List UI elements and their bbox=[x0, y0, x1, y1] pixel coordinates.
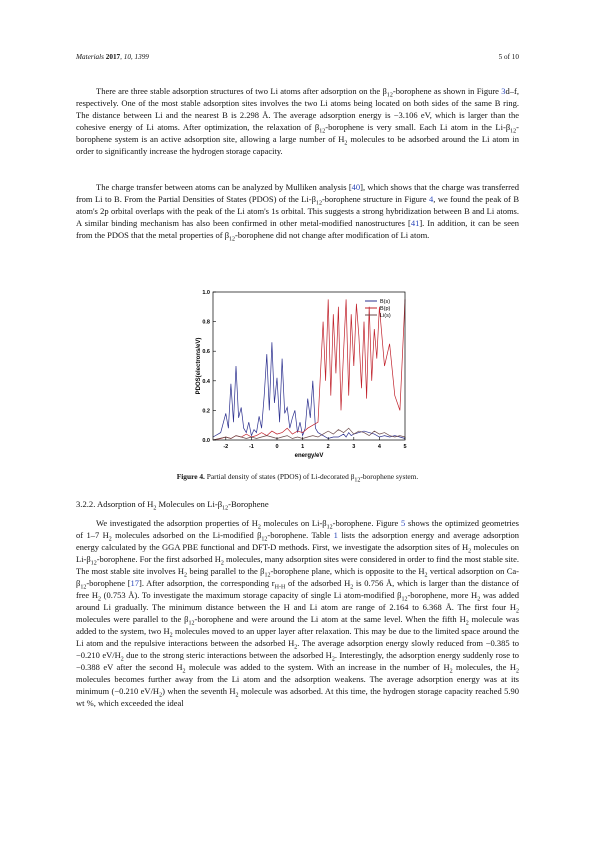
figure-caption: Figure 4. Partial density of states (PDOS) of Li-decorated $\beta_{12}$-borophene system. bbox=[176, 472, 419, 484]
x-tick-label: 3 bbox=[352, 444, 356, 450]
legend-label: Li(s) bbox=[380, 313, 391, 319]
x-tick-label: -2 bbox=[223, 444, 229, 450]
caption-text: Partial density of states (PDOS) of Li-decorated β bbox=[204, 472, 355, 481]
section-number: 3.2.2. bbox=[76, 499, 96, 509]
x-tick-label: 4 bbox=[377, 444, 381, 450]
reference-17-link[interactable]: 17 bbox=[130, 578, 140, 588]
y-tick-label: 1.0 bbox=[202, 290, 210, 296]
x-tick-label: 0 bbox=[275, 444, 279, 450]
page-header bbox=[76, 53, 519, 67]
section-heading: 3.2.2. Adsorption of $H_2$ Molecules on $Li-\beta_{12}$-Borophene bbox=[76, 499, 269, 512]
y-tick-label: 0.2 bbox=[202, 408, 210, 415]
journal-year: 2017 bbox=[105, 53, 121, 61]
y-tick-label: 0.6 bbox=[202, 349, 210, 356]
y-tick-label: 0.8 bbox=[202, 319, 210, 326]
pdos-chart bbox=[193, 284, 408, 462]
reference-40-link[interactable]: 40 bbox=[351, 182, 361, 192]
figure-3-link[interactable]: 3 bbox=[501, 86, 506, 96]
reference-41-link[interactable]: 41 bbox=[410, 218, 420, 228]
paragraph-3 bbox=[76, 517, 519, 709]
figure-4-link[interactable]: 4 bbox=[429, 194, 434, 204]
legend-label: B(s) bbox=[380, 299, 391, 305]
x-tick-label: 5 bbox=[403, 444, 407, 450]
section-title: Adsorption of H bbox=[95, 499, 154, 509]
journal-name: Materials bbox=[76, 53, 104, 61]
y-axis-label: PDOS(electrons/eV) bbox=[196, 337, 202, 395]
figure-5-link[interactable]: 5 bbox=[401, 518, 406, 528]
journal-reference bbox=[76, 53, 149, 61]
x-axis-label: energy/eV bbox=[294, 453, 324, 459]
x-tick-label: -1 bbox=[248, 444, 254, 450]
legend-label: B(p) bbox=[380, 306, 391, 312]
paragraph-1 bbox=[76, 85, 519, 157]
y-tick-label: 0.0 bbox=[202, 438, 210, 444]
table-1-link[interactable]: 1 bbox=[333, 530, 338, 540]
paragraph-3-text: We investigated the adsorption properties of $H_2$ molecules on $Li-\beta_{12}$-borophene. Figure 5 shows the optimized geometries of 1–7 $H_2$ molecules adsorbed on the Li-modified $\beta_{12}$-borophene. Table 1 lists the adsorption energy and average adsorption energy calculated by the GGA PBE functional and DFT-D methods. First, we investigate the adsorption sites of $H_2$ molecules on $Li-\beta_{12}$-borophene. For the first adsorbed $H_2$ molecules, many adsorption sites were considered in order to find the most stable site. The most stable site involves $H_2$ being parallel to the $\beta_{12}$-borophene plane, which is opposite to the $H_2$ vertical adsorption on $Ca-\beta_{12}$-borophene [17]. After adsorption, the corresponding $r_{H-H}$ of the adsorbed $H_2$ is 0.756 Å, which is larger than the distance of free $H_2$ (0.753 Å). To investigate the maximum storage capacity of single Li atom-modified $\beta_{12}$-borophene, more $H_2$ was added around Li gradually. The minimum distance between the H and Li atom are range of 2.164 to 6.368 Å. The first four $H_2$ molecules were parallel to the $\beta_{12}$-borophene and were around the Li atom at the same level. When the fifth $H_2$ molecule was added to the system, two $H_2$ molecules moved to an upper layer after relaxation. This may be due to the limited space around the Li atom and the repulsive interactions between the adsorbed $H_2$. The average adsorption energy slowly reduced from −0.385 to −0.210 $eV/H_2$ due to the strong steric interactions between the adsorbed $H_2$. Interestingly, the adsorption energy suddenly rose to −0.388 eV after the second $H_2$ molecule was added to the system. With an increase in the number of $H_2$ molecules, the $H_2$ molecules becomes further away from the Li atom and the adsorption weakens. The average adsorption energy was at its minimum (−0.210 $eV/H_2$) when the seventh $H_2$ molecule was adsorbed. At this time, the hydrogen storage capacity reached 5.90 wt %, which exceeded the ideal bbox=[76, 518, 519, 708]
pdos-figure bbox=[193, 284, 408, 462]
paragraph-2-text: The charge transfer between atoms can be analyzed by Mulliken analysis [40], which shows that the charge was transferred from Li to B. From the Partial Densities of States (PDOS) of the $Li-\beta_{12}$-borophene structure in Figure 4, we found the peak of B atom's 2p orbital overlaps with the peak of the Li atom's 1s orbital. This suggests a strong hybridization between B and Li atoms. A similar binding mechanism has also been confirmed in other metal-modified nanostructures [41]. In addition, it can be seen from the PDOS that the metal properties of $\beta_{12}$-borophene did not change after modification of Li atom. bbox=[76, 182, 520, 243]
journal-volume: , 10, 1399 bbox=[120, 53, 149, 61]
paragraph-2 bbox=[76, 181, 519, 241]
caption-label: Figure 4. bbox=[176, 472, 205, 481]
x-tick-label: 1 bbox=[301, 444, 305, 450]
x-tick-label: 2 bbox=[326, 444, 330, 450]
page-number: 5 of 10 bbox=[498, 53, 519, 61]
y-tick-label: 0.4 bbox=[202, 378, 210, 385]
paragraph-1-text: There are three stable adsorption structures of two Li atoms after adsorption on the $\beta_{12}$-borophene as shown in Figure 3d–f, respectively. One of the most stable adsorption sites involves the two Li atoms being located on both sides of the same B ring. The distance between Li and the nearest B is 2.298 Å. The average adsorption energy is −3.106 eV, which is larger than the cohesive energy of Li atoms. After optimization, the relaxation of $\beta_{12}$-borophene is very small. Each Li atom in the $Li-\beta_{12}$-borophene system is an active adsorption site, allowing a large number of $H_2$ molecules to be adsorbed around the Li atom in order to significantly increase the hydrogen storage capacity. bbox=[76, 86, 519, 156]
